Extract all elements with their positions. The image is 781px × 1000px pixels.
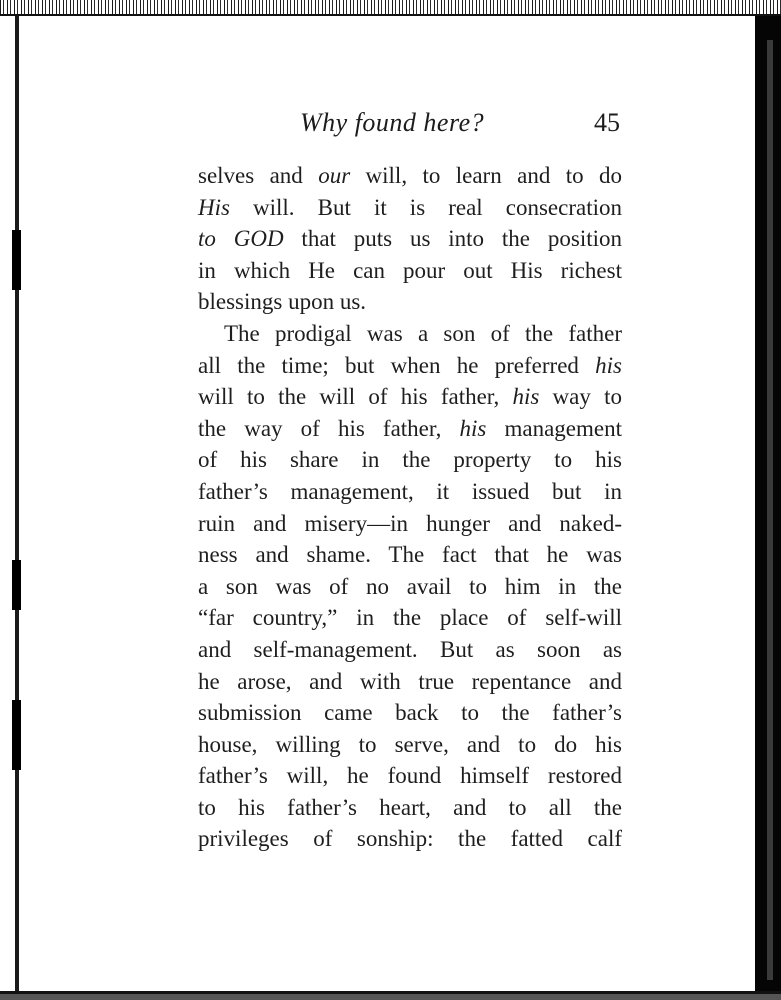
text-line — [198, 823, 622, 855]
left-border-mark — [12, 560, 21, 610]
text-segment: will. But it is real consecration — [229, 194, 622, 220]
italic-text: his — [459, 415, 487, 441]
text-segment: way to — [539, 384, 622, 410]
italic-text: his — [595, 352, 622, 378]
text-line — [198, 192, 622, 224]
text-segment: the way of his father, — [198, 415, 460, 441]
text-segment: in which He can pour out His richest — [198, 257, 622, 283]
text-line — [198, 286, 622, 318]
page-top-border — [0, 14, 781, 16]
text-segment: will to the will of his father, — [198, 384, 513, 410]
text-segment: and self-management. But as soon as — [198, 636, 622, 662]
page-number: 45 — [594, 108, 620, 137]
text-line — [198, 255, 622, 287]
italic-text: his — [512, 384, 540, 410]
scan-binding-edge — [0, 0, 781, 14]
text-line — [198, 413, 622, 445]
italic-text: our — [318, 163, 351, 188]
left-border-mark — [12, 700, 21, 770]
text-segment: house, willing to serve, and to do his — [198, 731, 622, 757]
text-segment: father’s will, he found himself restored — [198, 763, 622, 789]
text-segment: that puts us into the position — [283, 226, 622, 252]
text-segment: blessings upon us. — [198, 289, 367, 315]
text-segment: ruin and misery—in hunger and naked- — [198, 510, 622, 536]
text-line — [198, 444, 622, 476]
text-line — [198, 539, 622, 571]
italic-text: His — [198, 194, 230, 220]
text-line — [198, 508, 622, 540]
text-segment: to his father’s heart, and to all the — [198, 794, 622, 820]
text-segment: father’s management, it issued but in — [198, 478, 622, 504]
right-border-highlight — [767, 40, 773, 980]
body-text — [198, 160, 622, 855]
text-segment: ness and shame. The fact that he was — [198, 542, 622, 568]
text-segment: management — [486, 415, 622, 441]
text-segment: all the time; but when he preferred — [198, 352, 596, 378]
text-line — [198, 792, 622, 824]
text-segment: The prodigal was a son of the father — [224, 320, 622, 346]
text-line — [198, 160, 622, 192]
page-bottom-band — [0, 994, 781, 1000]
text-line — [198, 729, 622, 761]
left-border-mark — [12, 230, 21, 290]
text-segment: he arose, and with true repentance and — [198, 668, 622, 694]
text-line — [198, 318, 622, 350]
text-line — [198, 350, 622, 382]
text-segment: will, to learn and to do — [350, 163, 622, 188]
text-line — [198, 381, 622, 413]
text-segment: selves and — [198, 163, 319, 188]
page-left-border — [15, 16, 19, 1000]
text-line — [198, 760, 622, 792]
text-segment: a son was of no avail to him in the — [198, 573, 622, 599]
text-segment: privileges of sonship: the fatted calf — [198, 826, 622, 852]
running-title: Why found here? — [300, 108, 485, 137]
text-line — [198, 223, 622, 255]
text-segment: of his share in the property to his — [198, 447, 622, 473]
text-line — [198, 697, 622, 729]
text-line — [198, 571, 622, 603]
running-header — [198, 108, 622, 144]
text-line — [198, 602, 622, 634]
text-line — [198, 634, 622, 666]
text-line — [198, 476, 622, 508]
text-segment: “far country,” in the place of self-will — [198, 605, 622, 631]
italic-text: to GOD — [198, 226, 284, 252]
text-line — [198, 666, 622, 698]
text-segment: submission came back to the father’s — [198, 700, 622, 726]
